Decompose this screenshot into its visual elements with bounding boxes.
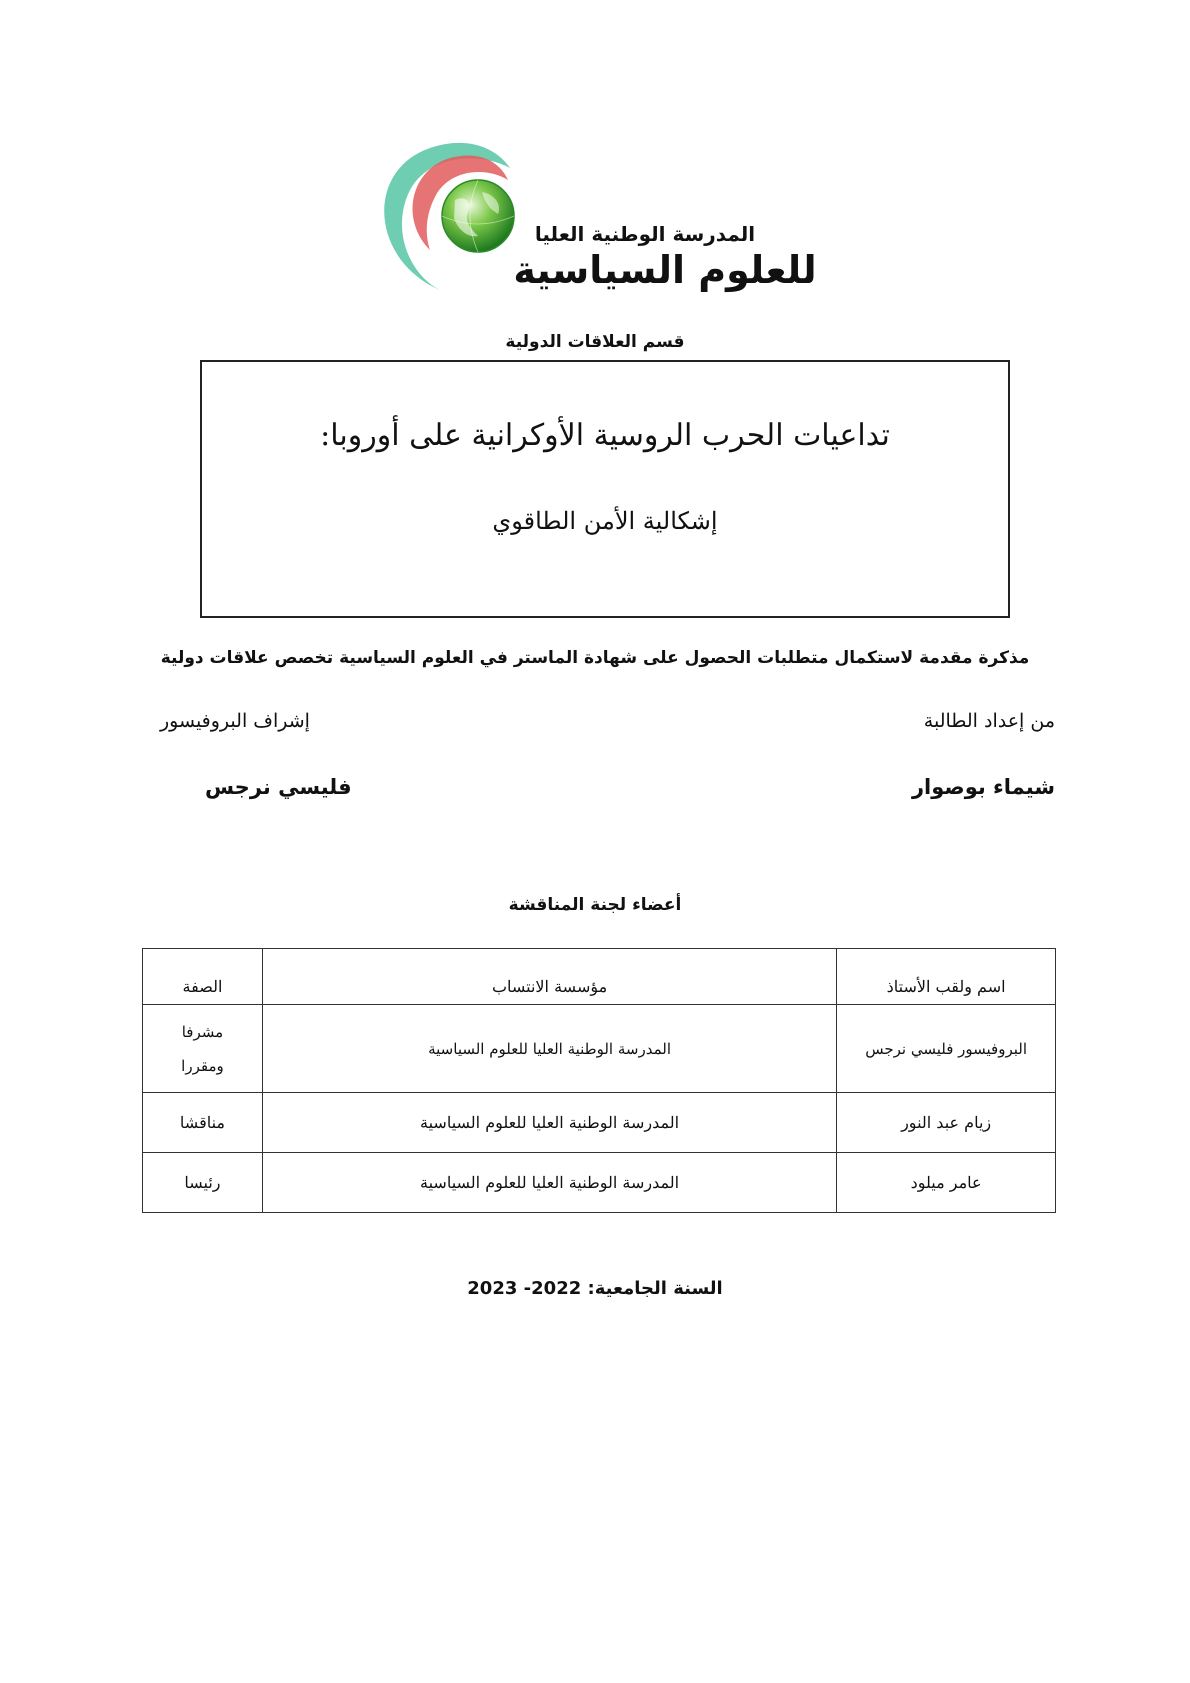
table-row <box>143 1005 1056 1093</box>
member-role <box>143 1005 263 1093</box>
globe-icon <box>442 180 514 252</box>
committee-table <box>142 948 1056 1213</box>
header-name: اسم ولقب الأستاذ <box>837 949 1056 1005</box>
header-role: الصفة <box>143 949 263 1005</box>
member-role: رئيسا <box>143 1153 263 1213</box>
member-institution: المدرسة الوطنية العليا للعلوم السياسية <box>262 1093 836 1153</box>
member-role-line-2: ومقررا <box>181 1056 224 1075</box>
supervisor-name: فليسي نرجس <box>205 775 352 799</box>
member-name: عامر ميلود <box>837 1153 1056 1213</box>
thesis-title: تداعيات الحرب الروسية الأوكرانية على أوروبا: <box>320 418 890 453</box>
member-role: مناقشا <box>143 1093 263 1153</box>
member-name: البروفيسور فليسي نرجس <box>837 1005 1056 1093</box>
academic-year: السنة الجامعية: 2022- 2023 <box>467 1278 723 1299</box>
logo-line-1: المدرسة الوطنية العليا <box>534 222 756 246</box>
committee-title: أعضاء لجنة المناقشة <box>508 895 682 915</box>
table-row <box>143 1093 1056 1153</box>
table-row <box>143 1153 1056 1213</box>
thesis-subtitle: إشكالية الأمن الطاقوي <box>492 507 718 535</box>
logo-line-2: للعلوم السياسية <box>513 248 817 292</box>
supervision-label: إشراف البروفيسور <box>160 710 310 732</box>
member-name: زيام عبد النور <box>837 1093 1056 1153</box>
member-institution: المدرسة الوطنية العليا للعلوم السياسية <box>262 1005 836 1093</box>
department-label: قسم العلاقات الدولية <box>505 332 685 352</box>
header-institution: مؤسسة الانتساب <box>262 949 836 1005</box>
prepared-by-label: من إعداد الطالبة <box>923 710 1055 732</box>
memo-description: مذكرة مقدمة لاستكمال متطلبات الحصول على شهادة الماستر في العلوم السياسية تخصص علاقات دولية <box>160 648 1030 668</box>
title-box <box>200 360 1010 618</box>
member-role-line-1: مشرفا <box>181 1022 224 1041</box>
member-institution: المدرسة الوطنية العليا للعلوم السياسية <box>262 1153 836 1213</box>
table-header-row <box>143 949 1056 1005</box>
student-name: شيماء بوصوار <box>911 775 1055 799</box>
